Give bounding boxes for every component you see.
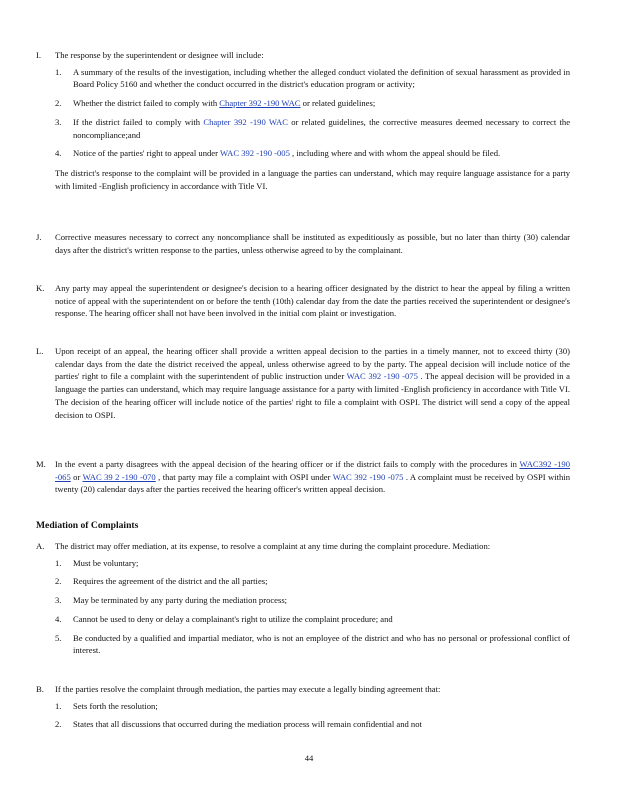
wac-chapter-link[interactable]: Chapter 392 -190 WAC xyxy=(219,98,301,109)
item-number: 2. xyxy=(55,719,62,730)
wac-link[interactable]: WAC 392 -190 -005 xyxy=(219,148,290,159)
item-text: or related guidelines; xyxy=(300,98,376,109)
section-i xyxy=(36,49,570,192)
item-text: Be conducted by a qualified and impartial mediator, who is not an employee of the district and who has no personal or professional conflict of interest. xyxy=(73,632,570,656)
section-text: Corrective measures necessary to correct any noncompliance shall be instituted as expeditiously as possible, but no later than thirty (30) calendar days after the district's written response to the parties, unless otherwise agreed to by the complainant. xyxy=(55,232,570,255)
section-label: M. xyxy=(36,459,46,469)
item-text: Notice of the parties' right to appeal under xyxy=(73,148,220,159)
section-j xyxy=(36,231,570,256)
item-number: 5. xyxy=(55,632,62,643)
section-text-part: Upon receipt of an appeal, the hearing officer shall provide a written appeal decision to the parties in a timely manner, not to exceed thirty (30) calendar days from the date the district received the appeal, unless otherwise agreed to by the party. The appeal decision will include notice of the parties' right to file a complaint with the superintendent of public instruction under xyxy=(55,346,570,382)
section-label: A. xyxy=(36,541,45,551)
item-number: 4. xyxy=(55,148,62,159)
section-intro: The response by the superintendent or designee will include: xyxy=(55,50,264,60)
section-text xyxy=(55,458,570,496)
section-label: J. xyxy=(36,232,42,242)
wac-link[interactable]: WAC 39 2 -190 -070 xyxy=(82,471,156,482)
item-list xyxy=(55,66,570,160)
item-number: 2. xyxy=(55,576,62,587)
item-text: Sets forth the resolution; xyxy=(73,700,158,711)
list-item xyxy=(55,66,570,91)
section-label: L. xyxy=(36,346,44,356)
list-item xyxy=(55,613,570,626)
item-number: 3. xyxy=(55,595,62,606)
item-text: If the district failed to comply with xyxy=(73,116,204,127)
item-number: 3. xyxy=(55,116,62,127)
item-list xyxy=(55,700,570,731)
item-number: 4. xyxy=(55,613,62,624)
list-item xyxy=(55,718,570,731)
section-text-part: , that party may file a complaint with OSPI under xyxy=(155,471,333,482)
list-item xyxy=(55,575,570,588)
item-text: May be terminated by any party during the mediation process; xyxy=(73,595,288,606)
list-item xyxy=(55,632,570,657)
section-text-part: In the event a party disagrees with the appeal decision of the hearing officer or if the district fails to comply with the procedures in xyxy=(55,459,520,469)
item-text: Requires the agreement of the district and the all parties; xyxy=(73,576,268,587)
item-text: Whether the district failed to comply with xyxy=(73,98,220,109)
section-intro: If the parties resolve the complaint through mediation, the parties may execute a legally binding agreement that: xyxy=(55,684,441,694)
section-text xyxy=(55,345,570,421)
item-text: Must be voluntary; xyxy=(73,557,139,568)
mediation-section-b xyxy=(36,683,570,731)
item-number: 1. xyxy=(55,557,62,568)
wac-link[interactable]: WAC 392 -190 -075 xyxy=(332,471,404,482)
mediation-section-a xyxy=(36,540,570,657)
list-item xyxy=(55,116,570,141)
item-text: , including where and with whom the appeal should be filed. xyxy=(289,148,501,159)
section-label: I. xyxy=(36,50,42,60)
item-list xyxy=(55,557,570,657)
list-item xyxy=(55,557,570,570)
section-k xyxy=(36,282,570,320)
wac-chapter-link[interactable]: Chapter 392 -190 WAC xyxy=(203,116,288,127)
section-text-part: . A complaint must be received by OSPI within twenty (20) calendar days after the parties received the hearing officer's written appeal decision. xyxy=(55,471,570,495)
section-label: K. xyxy=(36,283,45,293)
mediation-heading: Mediation of Complaints xyxy=(36,520,139,531)
section-after: The district's response to the complaint will be provided in a language the parties can understand, which may require language assistance for a party with limited -English proficiency in accordance with Title VI. xyxy=(55,167,570,191)
list-item xyxy=(55,594,570,607)
item-number: 1. xyxy=(55,66,62,77)
wac-link[interactable]: WAC 392 -190 -075 xyxy=(346,371,418,382)
section-label: B. xyxy=(36,684,44,694)
section-text-part: or xyxy=(70,471,83,482)
item-text: Cannot be used to deny or delay a complainant's right to utilize the complaint procedure; and xyxy=(73,613,393,624)
item-text: A summary of the results of the investigation, including whether the alleged conduct violated the definition of sexual harassment as provided in Board Policy 5160 and whether the conduct occurred in the district's education program or activity; xyxy=(73,66,570,90)
list-item xyxy=(55,147,570,160)
item-text: States that all discussions that occurred during the mediation process will remain confidential and not xyxy=(73,719,422,730)
section-text: Any party may appeal the superintendent or designee's decision to a hearing officer designated by the district to hear the appeal by filing a written notice of appeal with the superintendent on or before the tenth (10th) calendar day from the date the parties received the superintendent or designee's response. The hearing officer shall not have been involved in the initial com plaint or investigation. xyxy=(55,283,570,319)
page-number: 44 xyxy=(304,753,314,763)
item-number: 2. xyxy=(55,98,62,109)
section-l xyxy=(36,345,570,421)
section-text-part: . The appeal decision will be provided in a language the parties can understand, which may require language assistance for a party with limited -English proficiency in accordance with Title VI. The decision of the hearing officer will include notice of the parties' right to file a complaint with OSPI. The district will send a copy of the appeal decision to OSPI. xyxy=(55,371,570,420)
section-m xyxy=(36,458,570,496)
list-item xyxy=(55,97,570,110)
item-number: 1. xyxy=(55,700,62,711)
list-item xyxy=(55,700,570,713)
section-intro: The district may offer mediation, at its expense, to resolve a complaint at any time during the complaint procedure. Mediation: xyxy=(55,541,491,551)
wac-link[interactable]: WAC392 -190 -065 xyxy=(55,459,570,482)
item-text: or related guidelines, the corrective measures deemed necessary to correct the noncompliance;and xyxy=(73,116,571,140)
